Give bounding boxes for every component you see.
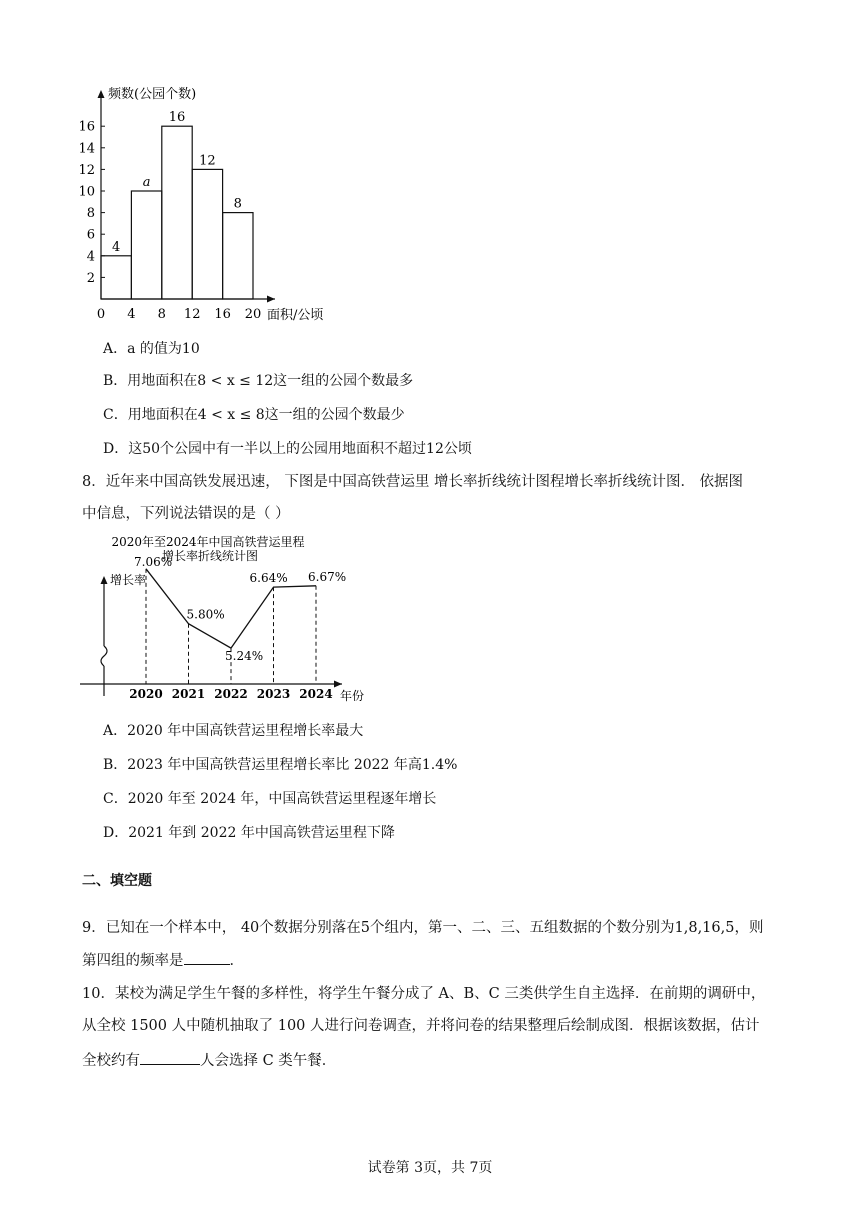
histogram-bar <box>101 256 131 299</box>
y-tick-label: 14 <box>78 141 95 157</box>
q8-option-a: A．2020 年中国高铁营运里程增长率最大 <box>103 723 364 739</box>
x-tick-label: 12 <box>183 307 201 322</box>
x-axis-label: 年份 <box>340 689 365 703</box>
x-tick-label: 2024 <box>299 687 333 701</box>
q9-line2-end: ． <box>229 953 244 969</box>
line-chart-axes <box>80 569 365 703</box>
x-tick-label: 2021 <box>171 687 206 701</box>
x-tick-label: 8 <box>157 307 166 322</box>
point-value-label: 7.06% <box>134 554 173 569</box>
x-tick-label: 16 <box>214 307 231 322</box>
y-axis-arrow <box>98 90 105 98</box>
q8-option-d: D．2021 年到 2022 年中国高铁营运里程下降 <box>103 825 395 841</box>
q7-option-a: A．a 的值为10 <box>103 341 200 357</box>
q9-answer-blank[interactable] <box>184 950 230 965</box>
y-tick-label: 10 <box>78 184 95 200</box>
q9-stem-line1: 9．已知在一个样本中， 40个数据分别落在5个组内，第一、二、三、五组数据的个数分别为1,8,16,5，则 <box>82 920 764 936</box>
y-axis-label: 增长率 <box>110 573 147 587</box>
x-tick-label: 20 <box>244 307 262 322</box>
section-title: 二、填空题 <box>82 873 152 889</box>
bar-value-label: 16 <box>168 110 186 126</box>
chart-title: 2020年至2024年中国高铁营运里程 <box>111 535 305 549</box>
bar-value-label: 8 <box>233 196 242 212</box>
x-tick-label: 2020 <box>129 687 163 701</box>
q8-option-b: B．2023 年中国高铁营运里程增长率比 2022 年高1.4% <box>103 757 458 773</box>
histogram-bars <box>101 126 253 299</box>
q10-line3-end: 人会选择 C 类午餐． <box>200 1053 337 1069</box>
histogram-bar <box>131 191 161 299</box>
histogram-bar <box>162 126 192 299</box>
q8-stem-line1: 8．近年来中国高铁发展迅速， 下图是中国高铁营运里 增长率折线统计图程增长率折线统计图． 依据图 <box>82 474 744 490</box>
y-axis-break <box>101 646 107 666</box>
q10-line3-text: 全校约有 <box>82 1053 140 1069</box>
q9-line2-text: 第四组的频率是 <box>82 953 184 969</box>
q7-option-b: B．用地面积在8 < x ≤ 12这一组的公园个数最多 <box>103 373 414 389</box>
y-axis-arrow <box>101 576 108 584</box>
y-tick-label: 6 <box>86 227 95 243</box>
y-tick-label: 8 <box>86 206 95 222</box>
y-axis-label: 频数(公园个数) <box>108 87 197 102</box>
q10-answer-blank[interactable] <box>140 1050 200 1065</box>
x-tick-label: 2023 <box>256 687 291 701</box>
growth-rate-line <box>146 569 316 648</box>
histogram-bar <box>223 213 253 299</box>
bar-value-label: 12 <box>199 153 216 169</box>
growth-line-chart <box>78 534 398 708</box>
q9-stem-line2 <box>82 950 244 971</box>
q8-option-c: C．2020 年至 2024 年，中国高铁营运里程逐年增长 <box>103 791 437 807</box>
x-tick-label: 0 <box>96 307 106 322</box>
bar-value-label: 4 <box>112 239 121 255</box>
histogram-chart <box>70 78 360 328</box>
point-value-label: 6.67% <box>308 569 347 584</box>
y-tick-label: 12 <box>78 162 95 178</box>
q7-option-c: C．用地面积在4 < x ≤ 8这一组的公园个数最少 <box>103 407 405 423</box>
chart-subtitle: 增长率折线统计图 <box>161 549 259 563</box>
q10-stem-line3 <box>82 1050 336 1071</box>
line-chart-labels <box>134 555 346 663</box>
point-value-label: 5.24% <box>225 649 264 664</box>
x-axis-label: 面积/公顷 <box>267 308 324 323</box>
line-chart-series <box>146 569 316 684</box>
y-tick-label: 4 <box>86 249 95 265</box>
x-tick-label: 2022 <box>214 687 248 701</box>
q10-stem-line2: 从全校 1500 人中随机抽取了 100 人进行问卷调查，并将问卷的结果整理后绘制成图．根据该数据，估计 <box>82 1018 760 1034</box>
x-tick-label: 4 <box>127 307 136 322</box>
y-tick-label: 2 <box>86 270 95 286</box>
point-value-label: 5.80% <box>186 607 225 622</box>
x-axis-arrow <box>334 681 342 688</box>
q8-stem-line2: 中信息，下列说法错误的是（ ） <box>82 506 290 522</box>
point-value-label: 6.64% <box>249 571 288 586</box>
page-footer: 试卷第 3页，共 7页 <box>367 1160 493 1176</box>
q10-stem-line1: 10．某校为满足学生午餐的多样性，将学生午餐分成了 A、B、C 三类供学生自主选择．在前期的调研中， <box>82 986 766 1002</box>
histogram-axes <box>78 86 323 323</box>
q7-option-d: D．这50个公园中有一半以上的公园用地面积不超过12公顷 <box>103 441 472 457</box>
x-axis-arrow <box>267 296 275 303</box>
y-tick-label: 16 <box>78 119 95 135</box>
histogram-bar <box>192 169 222 299</box>
bar-value-label: a <box>142 175 151 190</box>
